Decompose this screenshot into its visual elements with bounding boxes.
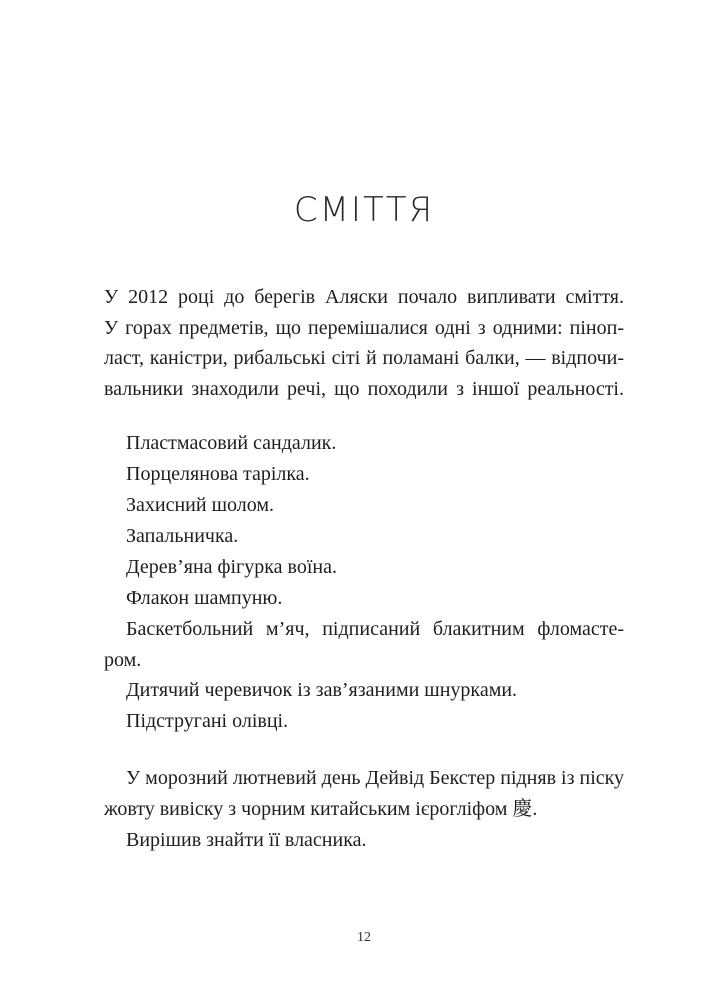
list-item: Дитячий черевичок із зав’язаними шнурками. xyxy=(126,679,518,701)
list-item: Захисний шолом. xyxy=(126,494,274,516)
text-line: жовту вивіску з чорним китайським ієрогліфом 慶. xyxy=(104,798,538,820)
text-line: У морозний лютневий день Дейвід Бекстер підняв із піску xyxy=(126,767,625,789)
page-number: 12 xyxy=(357,930,371,945)
list-item: Баскетбольний м’яч, підписаний блакитним фломасте- xyxy=(126,618,624,640)
list-item: Підстругані олівці. xyxy=(126,710,289,732)
text-line: Вирішив знайти її власника. xyxy=(126,829,367,851)
text-line: вальники знаходили речі, що походили з іншої реальності. xyxy=(104,378,624,400)
chapter-title: СМІТТЯ xyxy=(293,190,435,230)
text-line: У 2012 році до берегів Аляски почало випливати сміття. xyxy=(104,286,624,308)
list-item: ром. xyxy=(104,649,142,671)
list-item: Пластмасовий сандалик. xyxy=(126,432,337,454)
text-line: У горах предметів, що перемішалися одні з одними: пiноп- xyxy=(104,317,624,339)
list-item: Порцелянова тарілка. xyxy=(126,463,310,485)
list-item: Запальничка. xyxy=(126,525,239,547)
list-item: Дерев’яна фігурка воїна. xyxy=(126,556,337,578)
text-line: ласт, каністри, рибальські сіті й поламані балки, — відпочи- xyxy=(104,347,624,369)
list-item: Флакон шампуню. xyxy=(126,587,283,609)
